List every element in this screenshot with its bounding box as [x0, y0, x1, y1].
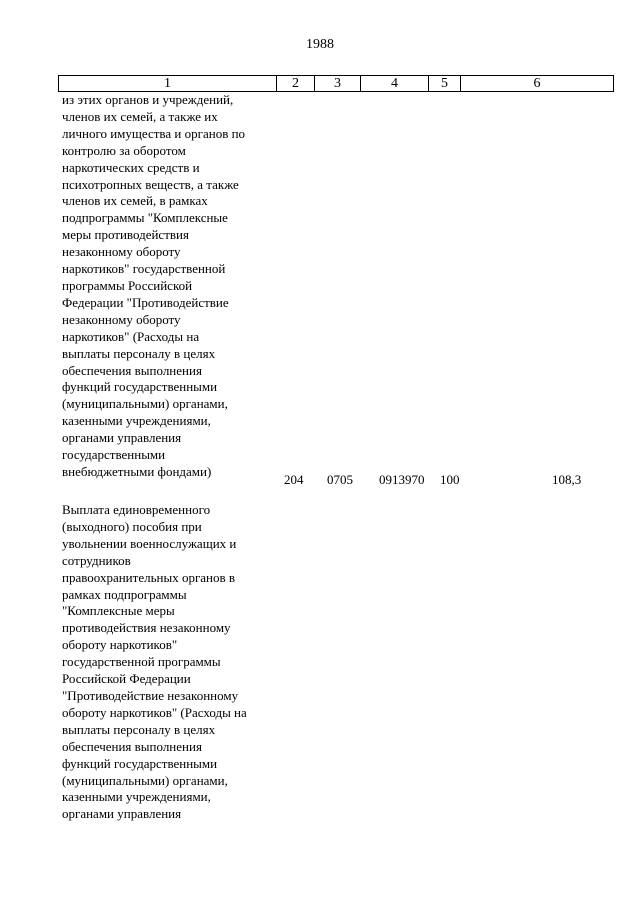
row-description: из этих органов и учреждений, членов их семей, а также их личного имущества и органов по контролю за оборотом наркотических средств и психотропных веществ, а также членов их семей, в рамках подпрограммы "Комплексные меры противодействия незаконному обороту наркотиков" государственной программы Российской Федерации "Противодействие незаконному обороту наркотиков" (Расходы на выплаты персоналу в целях обеспечения выполнения функций государственными (муниципальными) органами, казенными учреждениями, органами управления государственными внебюджетными фондами)	[62, 92, 246, 479]
column-header-6: 6	[461, 76, 614, 92]
row-amount-column-6: 108,3	[552, 472, 582, 487]
row-description: Выплата единовременного (выходного) пособия при увольнении военнослужащих и сотрудников правоохранительных органов в рамках подпрограммы "Комплексные меры противодействия незаконному обороту наркотиков" государственной программы Российской Федерации "Противодействие незаконному обороту наркотиков" (Расходы на выплаты персоналу в целях обеспечения выполнения функций государственными (муниципальными) органами, казенными учреждениями, органами управления	[62, 502, 247, 822]
column-header-5: 5	[429, 76, 461, 92]
column-header-2: 2	[277, 76, 315, 92]
column-header-1: 1	[59, 76, 277, 92]
page-number: 1988	[306, 37, 334, 52]
row-code-column-4: 0913970	[379, 472, 425, 487]
row-code-column-2: 204	[284, 472, 304, 487]
row-code-column-3: 0705	[327, 472, 353, 487]
column-header-4: 4	[361, 76, 429, 92]
column-header-row	[58, 75, 614, 92]
column-header-3: 3	[315, 76, 361, 92]
row-code-column-5: 100	[440, 472, 460, 487]
